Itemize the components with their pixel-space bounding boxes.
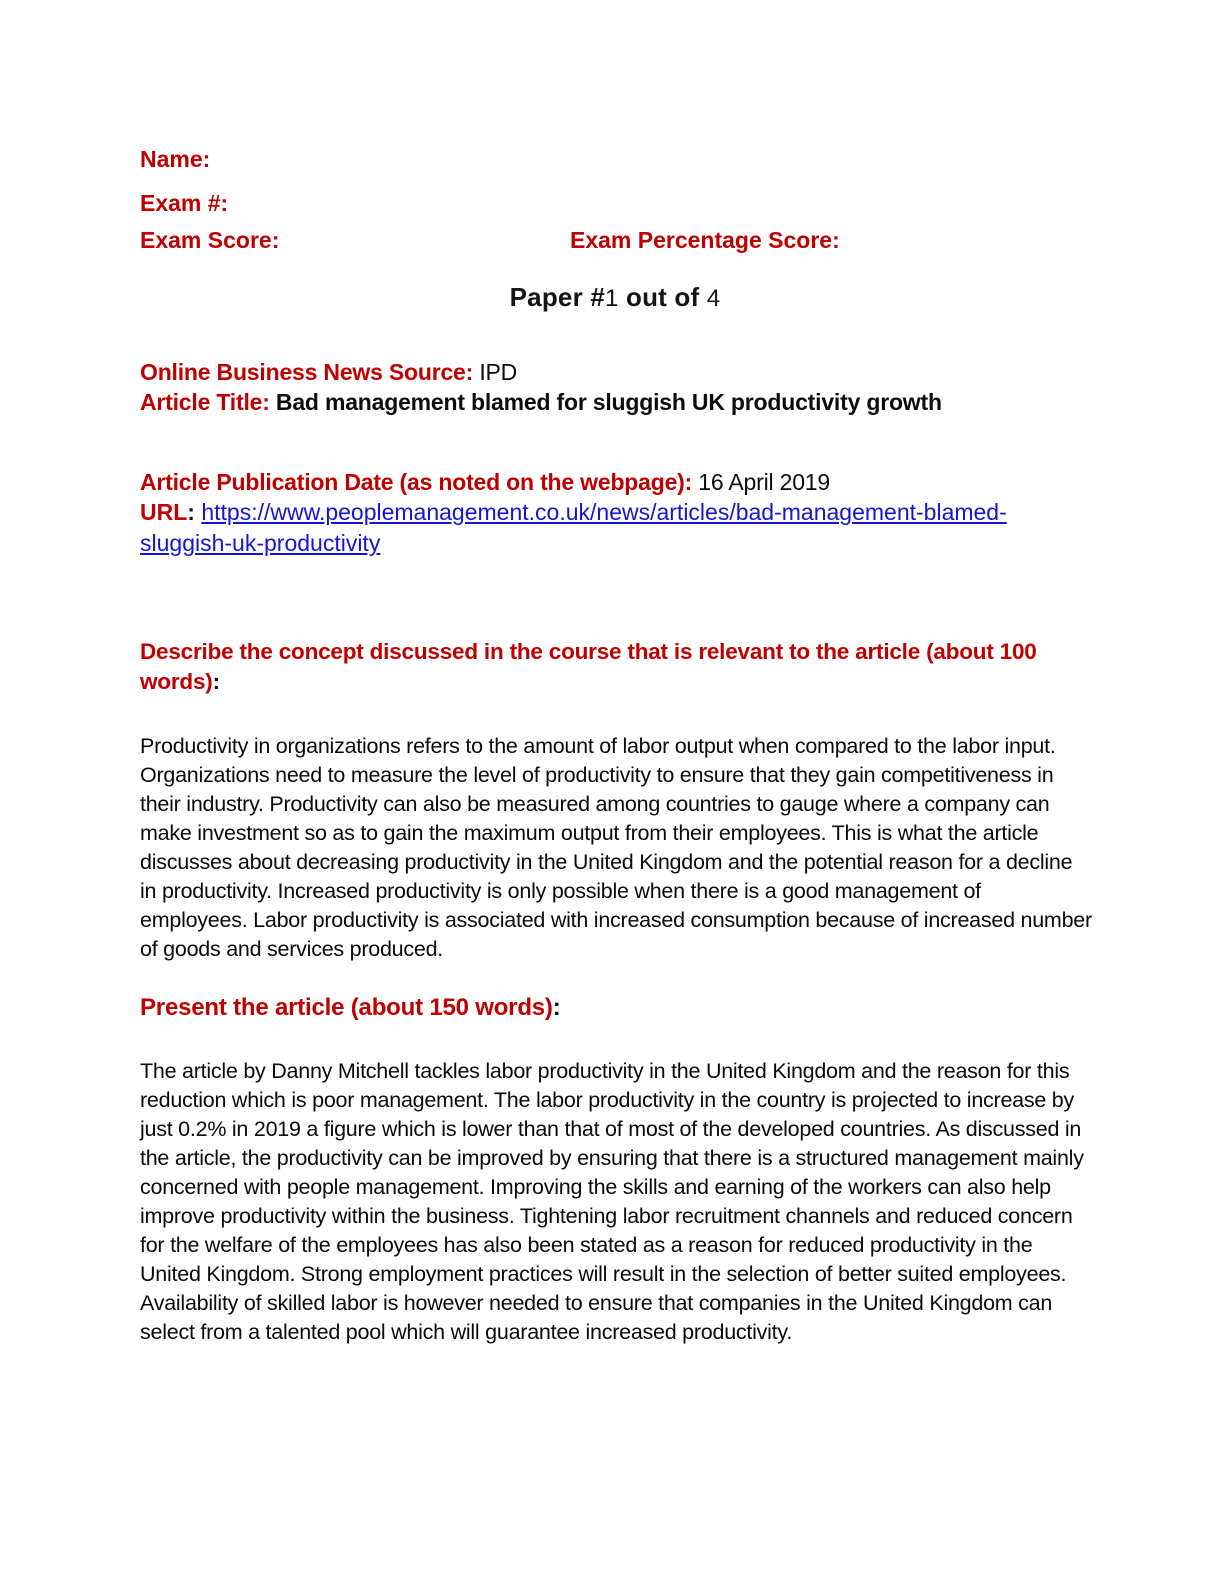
paper-title-prefix: Paper #: [509, 282, 605, 313]
present-section-heading: [140, 992, 1090, 1023]
article-title-value: Bad management blamed for sluggish UK productivity growth: [275, 389, 942, 416]
url-row: [140, 497, 1090, 559]
concept-paragraph: Productivity in organizations refers to the amount of labor output when compared to the labor input. Organizations need to measure the level of productivity to ensure that they gain competitiveness in their industry. Productivity can also be measured among countries to gauge where a company can make investment so as to gain the maximum output from their employees. This is what the article discusses about decreasing productivity in the United Kingdom and the potential reason for a decline in productivity. Increased productivity is only possible when there is a good management of employees. Labor productivity is associated with increased consumption because of increased number of goods and services produced.: [140, 733, 1092, 961]
paper-title-middle: out of: [618, 282, 707, 313]
exam-number-row: [140, 189, 1090, 218]
name-label: Name:: [140, 146, 211, 172]
publication-date-label: Article Publication Date (as noted on the webpage):: [140, 469, 693, 496]
present-heading-text: Present the article (about 150 words): [140, 993, 553, 1021]
news-source-value: IPD: [479, 359, 518, 386]
article-title-label: Article Title:: [140, 389, 270, 416]
exam-number-label: Exam #:: [140, 189, 229, 216]
present-paragraph: The article by Danny Mitchell tackles labor productivity in the United Kingdom and the reason for this reduction which is poor management. The labor productivity in the country is projected to increase by just 0.2% in 2019 a figure which is lower than that of most of the developed countries. As discussed in the article, the productivity can be improved by ensuring that there is a structured management mainly concerned with people management. Improving the skills and earning of the workers can also help improve productivity within the business. Tightening labor recruitment channels and reduced concern for the welfare of the employees has also been stated as a reason for reduced productivity in the United Kingdom. Strong employment practices will result in the selection of better suited employees. Availability of skilled labor is however needed to ensure that companies in the United Kingdom can select from a talented pool which will guarantee increased productivity.: [140, 1058, 1084, 1344]
news-source-row: [140, 357, 1090, 387]
url-label: URL: [140, 499, 188, 526]
concept-heading-colon: :: [212, 668, 220, 694]
present-heading-colon: :: [552, 993, 561, 1021]
concept-section-heading: [140, 637, 1090, 696]
exam-score-label: Exam Score:: [140, 226, 280, 253]
publication-block: [140, 467, 1090, 559]
paper-number: 1: [605, 285, 619, 313]
article-url-link[interactable]: https://www.peoplemanagement.co.uk/news/articles/bad-management-blamed-sluggish-uk-productivity: [140, 499, 1007, 557]
exam-score-row: [140, 226, 1090, 255]
source-and-title-block: [140, 357, 1090, 417]
publication-date-value: 16 April 2019: [698, 469, 830, 496]
news-source-label: Online Business News Source:: [140, 359, 474, 386]
paper-total: 4: [706, 285, 721, 313]
article-title-row: [140, 387, 1090, 417]
exam-percentage-label: Exam Percentage Score:: [570, 226, 840, 253]
paper-title: [140, 282, 1090, 313]
concept-heading-text: Describe the concept discussed in the course that is relevant to the article (about 100 words): [140, 639, 1037, 694]
name-field-row: [140, 145, 1090, 174]
publication-date-row: [140, 467, 1090, 497]
url-colon: :: [187, 499, 195, 526]
